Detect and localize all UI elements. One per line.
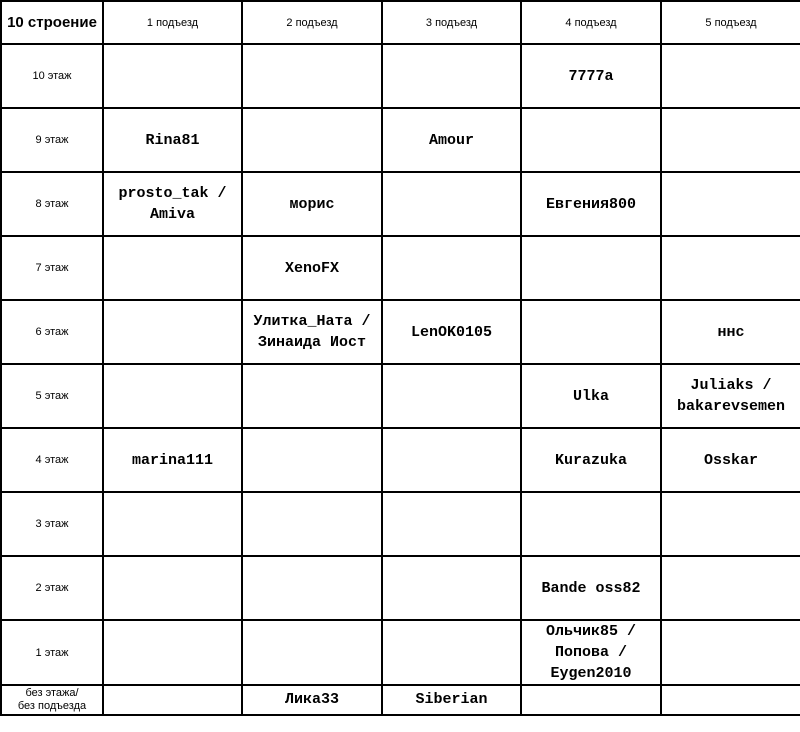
building-label: 10 строение xyxy=(1,1,103,44)
floor-label: 2 этаж xyxy=(1,556,103,620)
floor-label: без этажа/ без подъезда xyxy=(1,685,103,715)
floor-row xyxy=(1,492,800,556)
resident-cell: Ольчик85 / Попова / Eygen2010 xyxy=(521,620,661,685)
resident-cell xyxy=(521,300,661,364)
resident-cell xyxy=(242,108,382,172)
resident-cell xyxy=(521,492,661,556)
resident-cell xyxy=(382,556,521,620)
resident-cell xyxy=(521,685,661,715)
floor-label: 9 этаж xyxy=(1,108,103,172)
resident-cell xyxy=(661,492,800,556)
resident-cell: Лика33 xyxy=(242,685,382,715)
resident-cell xyxy=(242,620,382,685)
resident-cell xyxy=(661,685,800,715)
entrance-header: 5 подъезд xyxy=(661,1,800,44)
resident-cell: Улитка_Ната / Зинаида Иост xyxy=(242,300,382,364)
resident-cell xyxy=(382,172,521,236)
resident-cell xyxy=(103,556,242,620)
resident-cell xyxy=(103,364,242,428)
resident-cell: prosto_tak / Amiva xyxy=(103,172,242,236)
resident-cell xyxy=(661,44,800,108)
resident-cell xyxy=(242,428,382,492)
resident-cell xyxy=(521,236,661,300)
floor-row xyxy=(1,172,800,236)
entrance-header: 1 подъезд xyxy=(103,1,242,44)
resident-cell: ннс xyxy=(661,300,800,364)
resident-cell: LenOK0105 xyxy=(382,300,521,364)
resident-cell: Bande oss82 xyxy=(521,556,661,620)
resident-cell xyxy=(382,364,521,428)
resident-cell: 7777a xyxy=(521,44,661,108)
floor-row xyxy=(1,44,800,108)
resident-cell xyxy=(661,172,800,236)
resident-cell xyxy=(103,620,242,685)
resident-cell xyxy=(382,492,521,556)
floor-row xyxy=(1,300,800,364)
resident-cell xyxy=(382,236,521,300)
floor-row xyxy=(1,556,800,620)
floor-row xyxy=(1,685,800,715)
resident-cell xyxy=(242,364,382,428)
resident-cell xyxy=(661,556,800,620)
resident-cell: Rina81 xyxy=(103,108,242,172)
resident-cell: Kurazuka xyxy=(521,428,661,492)
floor-label: 7 этаж xyxy=(1,236,103,300)
floor-row xyxy=(1,108,800,172)
header-row xyxy=(1,1,800,44)
resident-cell: Amour xyxy=(382,108,521,172)
resident-cell xyxy=(242,492,382,556)
resident-cell xyxy=(103,44,242,108)
floor-label: 6 этаж xyxy=(1,300,103,364)
floor-label: 10 этаж xyxy=(1,44,103,108)
floor-row xyxy=(1,236,800,300)
entrance-header: 2 подъезд xyxy=(242,1,382,44)
floor-row xyxy=(1,620,800,685)
floor-label: 5 этаж xyxy=(1,364,103,428)
floor-label: 3 этаж xyxy=(1,492,103,556)
floor-label: 4 этаж xyxy=(1,428,103,492)
resident-cell: Евгения800 xyxy=(521,172,661,236)
resident-cell xyxy=(382,620,521,685)
resident-cell xyxy=(661,236,800,300)
resident-cell xyxy=(521,108,661,172)
resident-cell: Siberian xyxy=(382,685,521,715)
floor-row xyxy=(1,364,800,428)
resident-cell xyxy=(661,108,800,172)
floor-row xyxy=(1,428,800,492)
resident-cell: Juliaks / bakarevsemen xyxy=(661,364,800,428)
resident-cell: морис xyxy=(242,172,382,236)
resident-cell xyxy=(242,44,382,108)
resident-cell xyxy=(242,556,382,620)
resident-cell xyxy=(103,492,242,556)
entrance-header: 3 подъезд xyxy=(382,1,521,44)
resident-cell: marina111 xyxy=(103,428,242,492)
resident-cell: Osskar xyxy=(661,428,800,492)
resident-cell xyxy=(382,44,521,108)
resident-cell: XenoFX xyxy=(242,236,382,300)
resident-cell xyxy=(103,685,242,715)
resident-cell xyxy=(103,236,242,300)
floor-label: 1 этаж xyxy=(1,620,103,685)
resident-cell xyxy=(661,620,800,685)
resident-cell: Ulka xyxy=(521,364,661,428)
resident-cell xyxy=(103,300,242,364)
floor-label: 8 этаж xyxy=(1,172,103,236)
entrance-header: 4 подъезд xyxy=(521,1,661,44)
resident-cell xyxy=(382,428,521,492)
